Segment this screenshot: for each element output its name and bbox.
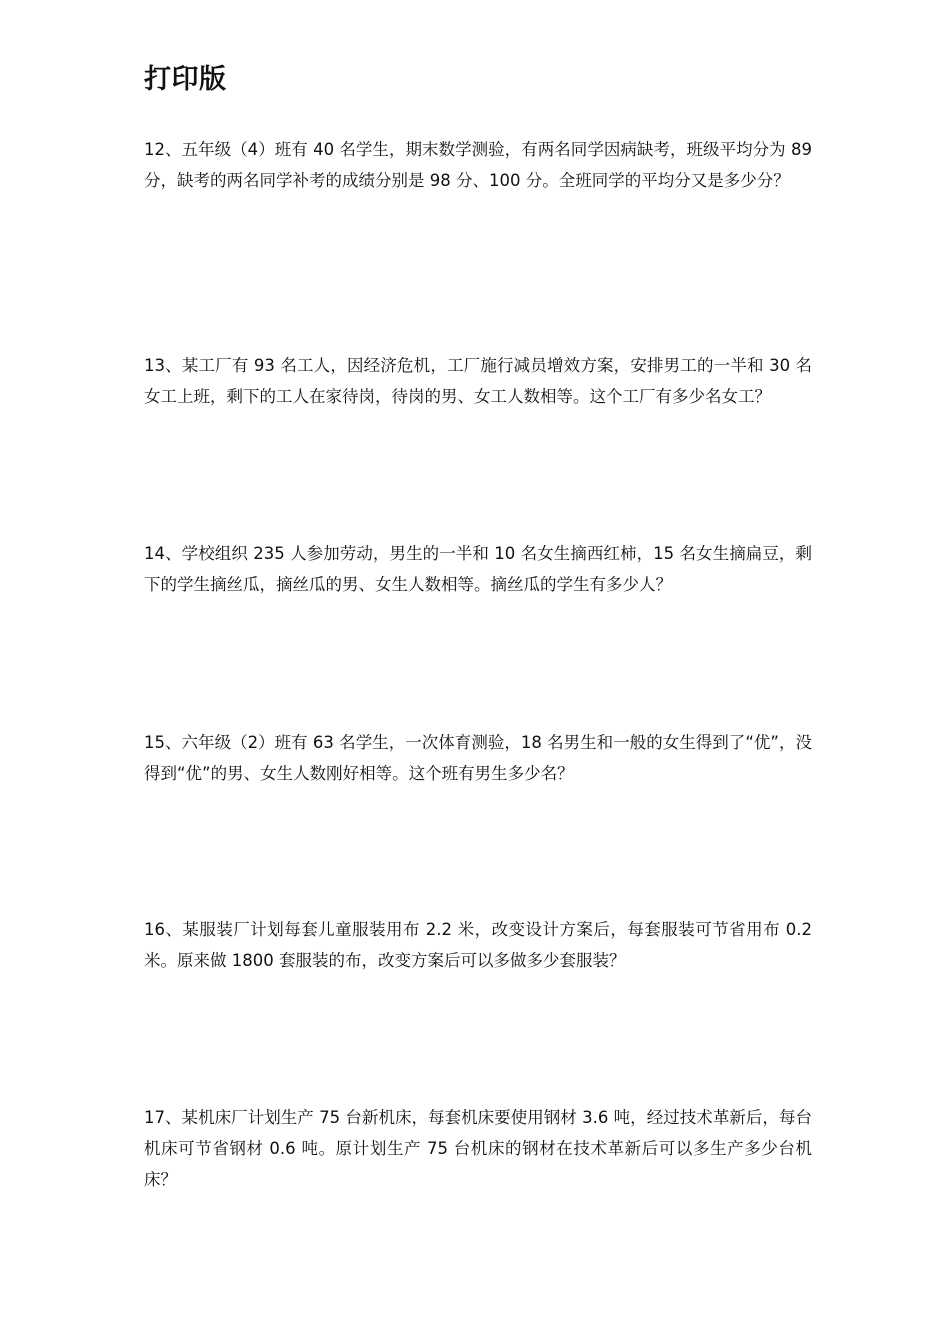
question-16: 16、某服装厂计划每套儿童服装用布 2.2 米，改变设计方案后，每套服装可节省用布 0.2 米。原来做 1800 套服装的布，改变方案后可以多做多少套服装？: [144, 920, 812, 970]
question-15: 15、六年级（2）班有 63 名学生，一次体育测验，18 名男生和一般的女生得到了“优”，没得到“优”的男、女生人数刚好相等。这个班有男生多少名？: [144, 733, 812, 783]
page-title: 打印版: [144, 64, 227, 95]
question-12: 12、五年级（4）班有 40 名学生，期末数学测验，有两名同学因病缺考，班级平均分为 89 分，缺考的两名同学补考的成绩分别是 98 分、100 分。全班同学的平均分又是多少分？: [144, 140, 812, 190]
question-13: 13、某工厂有 93 名工人，因经济危机，工厂施行减员增效方案，安排男工的一半和 30 名女工上班，剩下的工人在家待岗，待岗的男、女工人数相等。这个工厂有多少名女工？: [144, 356, 812, 406]
question-17: 17、某机床厂计划生产 75 台新机床，每套机床要使用钢材 3.6 吨，经过技术革新后，每台机床可节省钢材 0.6 吨。原计划生产 75 台机床的钢材在技术革新后可以多生产多少台机床？: [144, 1108, 812, 1189]
question-14: 14、学校组织 235 人参加劳动，男生的一半和 10 名女生摘西红柿，15 名女生摘扁豆，剩下的学生摘丝瓜，摘丝瓜的男、女生人数相等。摘丝瓜的学生有多少人？: [144, 544, 812, 594]
